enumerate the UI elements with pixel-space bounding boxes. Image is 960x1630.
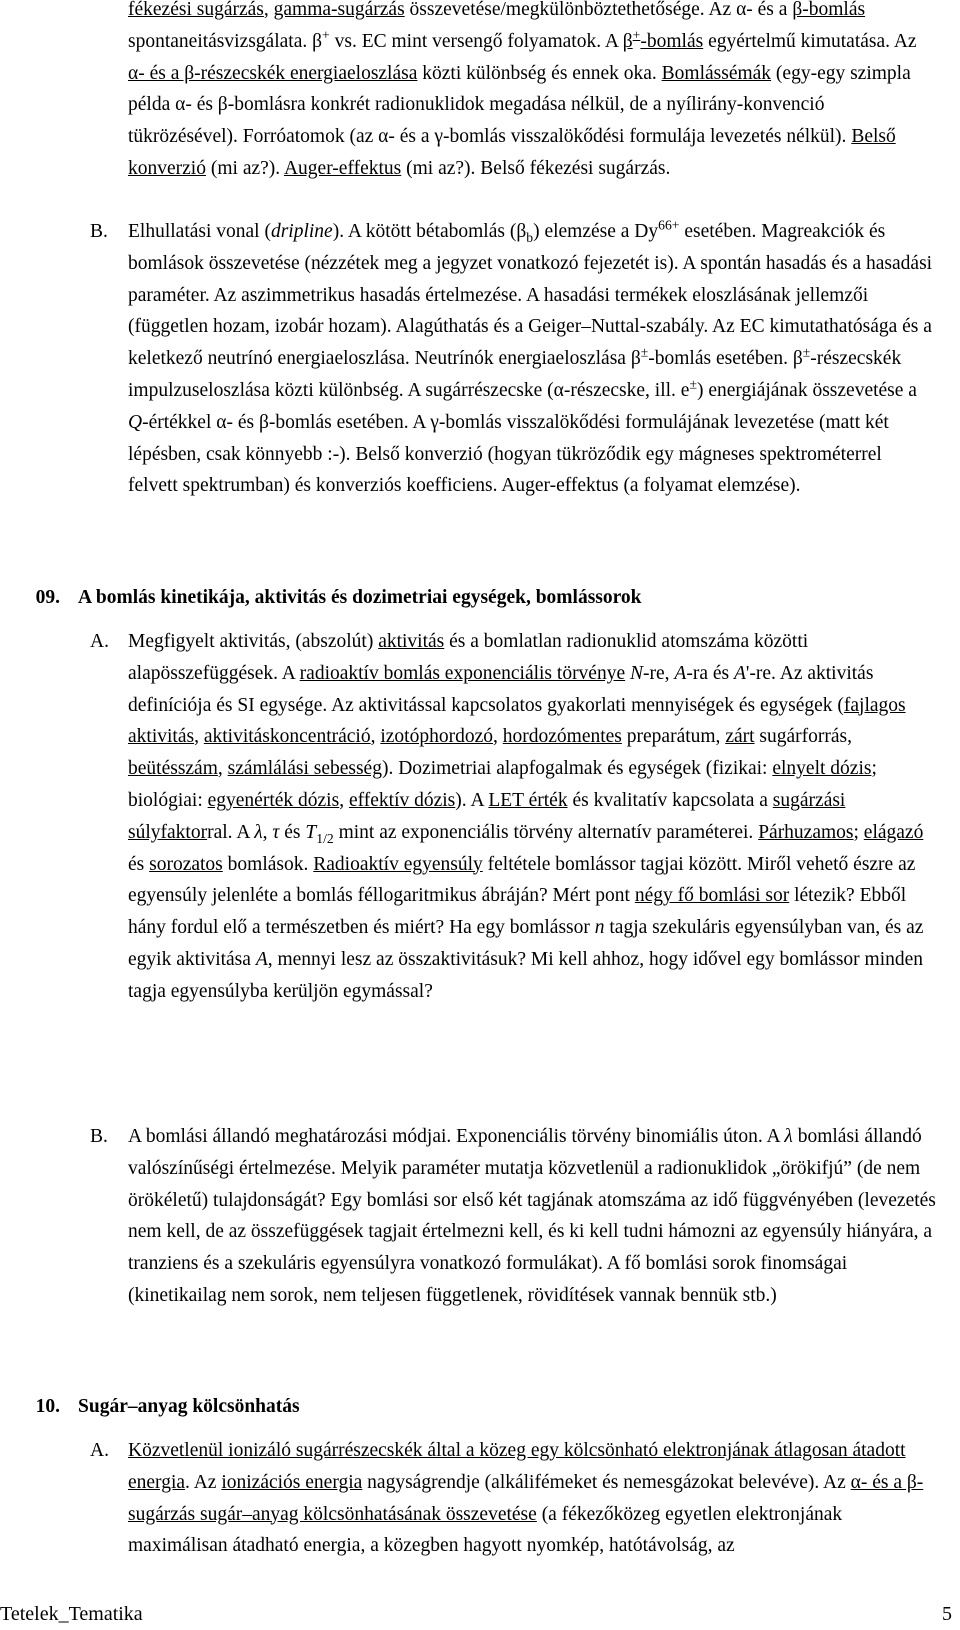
text-run: (mi az?). [205,157,284,179]
text-run: fajlagos aktivitás [128,694,906,748]
text-run: 1/2 [316,830,334,846]
text-run: feltétele bomlássor tagjai között. Miről vehető észre az egyensúly jelenléte a bomlás féllogaritmikus ábráján? Mért pont [128,853,916,907]
text-run: létezik? Ebből hány fordul elő a természetben és miért? Ha egy bomlássor [128,885,907,939]
text-run: zárt [725,726,755,748]
text-run: sorozatos [149,853,223,875]
text-run: Megfigyelt aktivitás, (abszolút) [128,631,379,652]
text-run: ). A [455,789,489,811]
paragraph-item-b [128,216,936,502]
text-run: n [594,917,605,939]
text-run: , [493,726,503,748]
text-run: + [322,27,330,43]
text-run: α- és a β-sugárzás sugár–anyag kölcsönhatásának összevetése [128,1471,924,1525]
text-run: és kvalitatív kapcsolata a [567,789,773,811]
item-marker-09b: B. [90,1126,108,1147]
text-run: ; biológiai: [128,758,877,811]
text-run: , [370,726,381,748]
text-run: sugárzási súlyfaktor [128,789,846,843]
text-run: aktivitás [378,631,445,652]
text-run: Radioaktív egyensúly [313,853,483,875]
text-run: Bomlássémák [661,62,772,84]
item-marker-09a: A. [90,631,109,652]
text-run: ± [802,344,811,360]
paragraph-continuation [128,0,936,185]
text-run: közti különbség és ennek oka. [417,62,662,84]
footer-title: Tetelek_Tematika [0,1603,143,1625]
text-run: effektív dózis [348,789,456,811]
text-run: beütésszám [128,758,218,780]
text-run: A bomlási állandó meghatározási módjai. Exponenciális törvény binomiális úton. A [128,1126,785,1147]
text-run: sugárforrás, [754,726,853,748]
text-run: és [128,853,150,875]
text-run: ). Dozimetriai alapfogalmak és egységek (fizikai: [381,758,773,780]
text-run: . Az [185,1471,222,1493]
text-run: vs. EC mint versengő folyamatok. A [329,30,623,52]
text-run: egyértelmű kimutatása. Az [703,30,917,52]
text-run: ± [689,376,697,392]
text-run: elnyelt dózis [772,758,872,780]
text-run: -bomlás [640,30,704,52]
text-run: α- és a β-részecskék energiaeloszlása [128,62,418,84]
text-run: , [194,726,204,748]
text-run: '-re. Az aktivitás definíciója és SI egysége. Az aktivitással kapcsolatos gyakorlati mennyiségek és egységek ( [128,662,874,716]
text-run: , [263,0,274,20]
section-title-09: A bomlás kinetikája, aktivitás és dozimetriai egységek, bomlássorok [78,587,642,608]
text-run: Auger-effektus [283,157,402,179]
text-run: ; [853,821,864,843]
text-run: (egy-egy szimpla példa α- és β-bomlásra konkrét radionuklidok megadása nélkül, de a nyílirány-konvenció tükrözésével). Forróatomok (az α- és a γ-bomlás visszalökődési formulája levezetés nélkül). [128,62,911,148]
text-run: β-bomlás [792,0,866,20]
text-run: 66+ [658,217,680,233]
section-title-10: Sugár–anyag kölcsönhatás [78,1396,300,1417]
text-run: LET érték [488,789,568,811]
text-run: Q [128,411,143,433]
text-run: preparátum, [621,726,726,748]
text-run: T [305,821,317,843]
paragraph-10a [128,1435,936,1562]
text-run: számlálási sebesség [227,758,382,780]
text-run: -részecskék impulzuseloszlása közti különbség. A sugárrészecske (α-részecske, ill. e [128,348,902,401]
text-run: és [279,821,306,843]
text-run: ral. A [207,821,255,843]
text-run: , [262,821,273,843]
text-run: , [339,789,349,811]
item-marker-b: B. [90,221,108,242]
text-run: ionizációs energia [221,1471,363,1493]
page-number: 5 [942,1603,952,1625]
text-run: Párhuzamos [758,821,854,843]
text-run: -értékkel α- és β-bomlás esetében. A γ-bomlás visszalökődési formulájának levezetése (matt két lépésben, csak könnyebb :-). Belső konverzió (hogyan tükröződik egy mágneses spektrométerrel felvett spektrumban) és konverziós koefficiens. Auger-effektus (a folyamat elemzése). [128,411,889,497]
text-run: bomlási állandó valószínűségi értelmezése. Melyik paraméter mutatja közvetlenül a radionuklidok „örökifjú” (de nem örökéletű) tulajdonságát? Egy bomlási sor első két tagjának atomszáma az idő függvényében (levezetés nem kell, de az összefüggések tagjait értelmezni kell, és ki kell tudni hámozni az egyensúly hiányára, a tranziens és a szekuláris egyensúlyra vonatkozó formulákat). A fő bomlási sorok finomságai (kinetikailag nem sorok, nem teljesen függetlenek, rövidítések vannak bennük stb.) [128,1126,936,1306]
text-run: , [217,758,228,780]
text-run: és a bomlatlan radionuklid atomszáma közötti alapösszefüggések. A [128,631,809,684]
text-run: (a fékezőközeg egyetlen elektronjának maximálisan átadható energia, a közegben hagyott nyomkép, hatótávolság, az [128,1503,843,1557]
text-run: egyenérték dózis [207,789,340,811]
text-run: A [733,662,746,684]
text-run: ± [640,344,649,360]
paragraph-09a [128,626,936,1008]
text-run: + [632,27,641,43]
text-run: hordozómentes [502,726,622,748]
text-run: izotóphordozó [380,726,493,748]
text-run: ) elemzése a Dy [533,221,659,242]
paragraph-09b [128,1121,936,1312]
text-run: λ [784,1126,793,1147]
text-run: ). A kötött bétabomlás (β [332,221,527,242]
text-run: A [255,948,268,970]
text-run: fékezési sugárzás [128,0,264,20]
text-run: nagyságrendje (alkálifémeket és nemesgázokat belevéve). Az [362,1471,851,1493]
text-run: β [622,30,633,52]
text-run: esetében. Magreakciók és bomlások összevetése (nézzétek meg a jegyzet vonatkozó fejezetét is). A spontán hasadás és a hasadási paraméter. Az aszimmetrikus hasadás értelmezése. A hasadási termékek eloszlásának jellemzői (független hozam, izobár hozam). Alagúthatás és a Geiger–Nuttal-szabály. Az EC kimutathatósága és a keletkező neutrínó energiaeloszlása. Neutrínók energiaeloszlása β [128,221,933,370]
text-run: spontaneitásvizsgálata. β [128,30,323,52]
text-run: négy fő bomlási sor [634,885,790,907]
text-run: dripline [270,221,333,242]
text-run: N [630,662,644,684]
text-run: aktivitáskoncentráció [203,726,371,748]
text-run: Belső konverzió [128,126,896,179]
text-run: Közvetlenül ionizáló sugárrészecskék által a közeg egy kölcsönható elektronjának átlagosan átadott energia [128,1440,906,1493]
text-run: -bomlás esetében. β [648,348,803,370]
text-run: τ [272,821,280,843]
text-run: gamma-sugárzás [273,0,405,20]
text-run: -re, [643,662,675,684]
text-run: összevetése/megkülönböztethetősége. Az α- és a [404,0,793,20]
text-run: bomlások. [222,853,314,875]
text-run: ) energiájának összevetése a [696,379,917,401]
text-run: mint az exponenciális törvény alternatív paraméterei. [333,821,759,843]
text-run: tagja szekuláris egyensúlyban van, és az egyik aktivitása [128,917,924,970]
text-run: (mi az?). Belső fékezési sugárzás. [401,157,671,179]
text-run: , mennyi lesz az összaktivitásuk? Mi kell ahhoz, hogy idővel egy bomlássor minden tagja egyensúlyba kerüljön egymással? [128,948,924,1002]
text-run: A [674,662,687,684]
text-run: λ [254,821,263,843]
text-run: elágazó [863,821,924,843]
text-run: b [526,229,534,245]
text-run: Elhullatási vonal ( [128,221,271,242]
text-run: -ra és [686,662,734,684]
item-marker-10a: A. [90,1440,109,1461]
section-number-09: 09. [35,587,60,608]
text-run: radioaktív bomlás exponenciális törvénye [299,662,626,684]
section-number-10: 10. [35,1396,60,1417]
